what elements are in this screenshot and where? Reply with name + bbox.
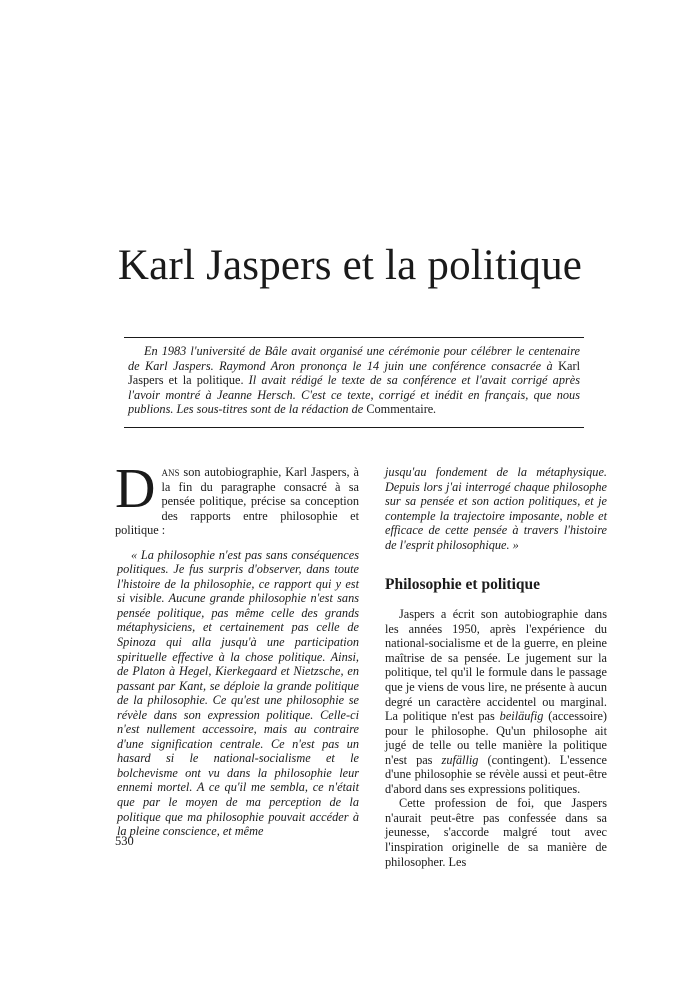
para1-text-b: (accessoire) pour le philosophe. Qu'un philosophe ait jugé de telle ou telle manière la politique n'est pas [385, 709, 607, 767]
opening-smallcaps: ans [161, 465, 180, 479]
drop-cap: D [115, 458, 156, 520]
para1-text-c: (contingent). L'essence d'une philosophie se révèle aussi et peut-être d'abord dans ses expressions politiques. [385, 752, 607, 796]
opening-paragraph [115, 458, 359, 538]
article-title: Karl Jaspers et la politique [117, 242, 583, 289]
intro-text-1: En 1983 l'université de Bâle avait organisé une cérémonie pour célébrer le centenaire de Karl Jaspers. Raymond Aron prononça le 14 juin une conférence consacrée à [128, 344, 580, 373]
intro-conference-title: Karl Jaspers et la politique. [128, 358, 580, 388]
section-heading: Philosophie et politique [385, 576, 541, 594]
body-paragraph-1 [385, 607, 607, 796]
body-paragraph-2: Cette profession de foi, que Jaspers n'aurait peut-être pas confessée dans sa jeunesse, s'accorde malgré tout avec l'inspiration originelle de sa manière de philosopher. Les [385, 796, 607, 869]
intro-bottom-rule [124, 427, 584, 428]
jaspers-quote-continued: jusqu'au fondement de la métaphysique. Depuis lors j'ai interrogé chaque philosophe sur sa pensée et son action politiques, et je contemple la trajectoire imposante, noble et efficace de cette pensée à travers l'histoire de l'esprit philosophique. » [385, 465, 607, 552]
page-number: 530 [115, 834, 134, 848]
jaspers-quote: « La philosophie n'est pas sans conséquences politiques. Je fus surpris d'observer, dans toute l'histoire de la philosophie, ce rapport qui y est si visible. Aucune grande philosophie n'est sans pensée politique, pas même celle des grands métaphysiciens, et certainement pas celle de Spinoza qui alla jusqu'à une participation spirituelle effective à la chose politique. Ainsi, de Platon à Hegel, Kierkegaard et Nietzsche, en passant par Kant, se déploie la grande politique de la philosophie. Ce qu'est une philosophie se révèle dans son expression politique. Celle-ci n'est nullement accessoire, mais au contraire d'une signification centrale. Ce n'est pas un hasard si le national-socialisme et le bolchevisme ont vu dans la philosophie leur ennemi mortel. A ce qu'il me sembla, ce n'était que par le moyen de ma perception de la politique que ma philosophie pouvait accéder à la pleine conscience, et même [117, 547, 359, 839]
right-column [385, 465, 607, 869]
para1-german-term-2: zufällig [441, 752, 479, 767]
intro-top-rule [124, 337, 584, 338]
intro-journal-name: Commentaire [366, 402, 434, 417]
intro-text-3: . [433, 402, 437, 417]
intro-paragraph [128, 344, 580, 417]
para1-text-a: Jaspers a écrit son autobiographie dans les années 1950, après l'expérience du national-socialisme et de la guerre, en pleine maîtrise de sa pensée. Le jugement sur la politique, tel qu'il le formule dans le passage que je viens de vous lire, ne présente à aucun degré un caractère accidentel ou marginal. La politique n'est pas [385, 607, 607, 724]
intro-text-2: Il avait rédigé le texte de sa conférence et l'avait corrigé après l'avoir montré à Jeanne Hersch. C'est ce texte, corrigé et inédit en français, que nous publions. Les sous-titres sont de la rédaction de [128, 373, 580, 417]
opening-text: son autobiographie, Karl Jaspers, à la fin du paragraphe consacré à sa pensée politique, précise sa conception des rapports entre philosophie et politique : [115, 465, 359, 538]
para1-german-term-1: beiläufig [499, 709, 544, 724]
left-column [115, 458, 359, 839]
